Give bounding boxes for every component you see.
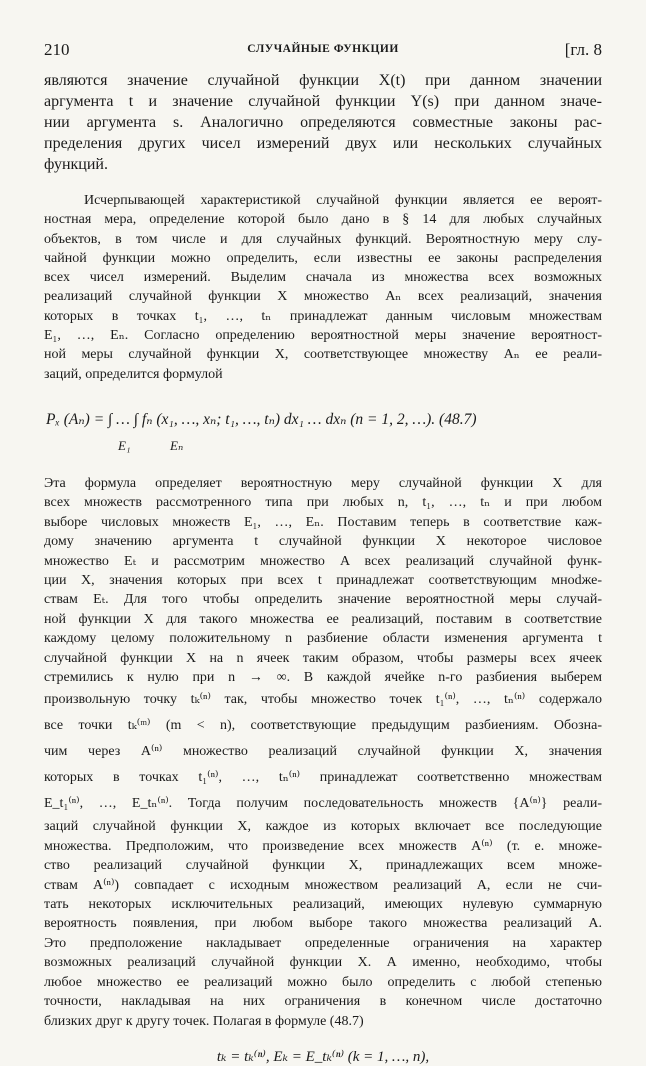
text-line: заций случайной функции X, каждое из которых включает все последующие [44,819,602,835]
text-line: всех чисел измерений. Выделим сначала из множества всех возможных [44,270,602,286]
text-line: E₁, …, Eₙ. Согласно определению вероятностной меры значение вероятност- [44,328,602,344]
text-line: ностная мера, определение которой было дано в § 14 для любых случайных [44,212,602,228]
text-line: пределения других чисел измерений двух или нескольких случайных [44,135,602,152]
text-line: ной меры случайной функции X, соответствующее множеству Aₙ ее реали- [44,347,602,363]
text-line: Исчерпывающей характеристикой случайной функции является ее вероят- [84,193,602,208]
text-line: множества. Предположим, что произведение всех множеств A⁽ⁿ⁾ (т. е. множе- [44,838,602,854]
text-line: нии аргумента s. Аналогично определяются совместные законы рас- [44,114,602,131]
text-line: случайной функции X на n ячеек таким образом, чтобы размеры всех ячеек [44,650,602,666]
page [44,36,602,1066]
integral-limit-1: E₁ [118,437,131,453]
text-line: точности, накладывая на них ограничения в конечном числе достаточно [44,994,602,1010]
text-line: тать некоторых исключительных реализаций, имеющих нулевую суммарную [44,897,602,913]
chapter-label: [гл. 8 [564,40,602,59]
text-line: являются значение случайной функции X(t) при данном значении [44,72,602,89]
text-line: все точки tₖ⁽ᵐ⁾ (m < n), соответствующие предыдущим разбиениям. Обозна- [44,718,602,734]
text-line: вероятность появления, при любом выборе такого множества реализаций A. [44,916,602,932]
text-line: ство реализаций случайной функции X, принадлежащих всем множе- [44,858,602,874]
text-line: Эта формула определяет вероятностную меру случайной функции X для [44,475,602,491]
text-line: которых в точках t₁⁽ⁿ⁾, …, tₙ⁽ⁿ⁾ принадлежат соответственно множествам [44,770,602,786]
running-title: СЛУЧАЙНЫЕ ФУНКЦИИ [247,43,399,55]
text-line: дому значению аргумента t случайной функции X некоторое числовое [44,534,602,550]
formula-48-7 [44,398,602,464]
paragraph-2 [44,191,602,384]
text-line: ной функции X для такого множества ее реализаций, поставим в соответствие [44,611,602,627]
text-line: ствам Eₜ. Для того чтобы определить значение вероятностной меры случай- [44,592,602,608]
text-line: функций. [44,156,108,173]
text-line: которых в точках t₁, …, tₙ принадлежат данным числовым множествам [44,308,602,324]
text-line: ствам A⁽ⁿ⁾) совпадает с исходным множеством реализаций A, если не счи- [44,877,602,893]
text-line: произвольную точку tₖ⁽ⁿ⁾ так, чтобы множество точек t₁⁽ⁿ⁾, …, tₙ⁽ⁿ⁾ содержало [44,692,602,708]
text-line: стремились к нулю при n → ∞. В каждой ячейке n-го разбиения выберем [44,670,602,686]
formula-substitution: tₖ = tₖ⁽ⁿ⁾, Eₖ = E_tₖ⁽ⁿ⁾ (k = 1, …, n), [216,1048,430,1065]
text-line: множество Eₜ и рассмотрим множество A всех реализаций случайной функ- [44,553,602,569]
text-line: всех множеств рассмотренного типа при любых n, t₁, …, tₙ и при любом [44,495,602,511]
formula-main: Pₓ (Aₙ) = ∫ … ∫ fₙ (x₁, …, xₙ; t₁, …, tₙ) dx₁ … dxₙ (n = 1, 2, …). (48.7) [46,410,477,428]
text-line: чайной функции можно определить, если известны ее законы распределения [44,250,602,266]
text-line: Это предположение накладывает определенные ограничения на характер [44,935,602,951]
running-header [44,36,602,64]
text-line: возможных реализаций случайной функции X. А именно, необходимо, чтобы [44,955,602,971]
paragraph-3 [44,474,602,1031]
text-line: близких друг к другу точек. Полагая в формуле (48.7) [44,1013,364,1029]
text-line: каждому целому положительному n разбиение области изменения аргумента t [44,631,602,647]
text-line: объектов, в том числе и для случайных функций. Вероятностную меру слу- [44,231,602,247]
text-line: выборе числовых множеств E₁, …, Eₙ. Поставим теперь в соответствие каж- [44,514,602,530]
text-line: заций, определится формулой [44,366,223,382]
text-line: аргумента t и значение случайной функции Y(s) при данном значе- [44,93,602,110]
page-number: 210 [44,40,70,59]
text-line: любое множество ее реализаций можно было определить с любой степенью [44,974,602,990]
text-line: ции X, значения которых при всех t принадлежат соответствующим мноdже- [44,573,602,588]
integral-limit-n: Eₙ [170,437,184,453]
text-line: чим через A⁽ⁿ⁾ множество реализаций случайной функции X, значения [44,744,602,760]
text-line: реализаций случайной функции X множество Aₙ всех реализаций, значения [44,289,602,305]
paragraph-1 [44,70,602,175]
text-line: E_t₁⁽ⁿ⁾, …, E_tₙ⁽ⁿ⁾. Тогда получим последовательность множеств {A⁽ⁿ⁾} реали- [44,796,602,812]
